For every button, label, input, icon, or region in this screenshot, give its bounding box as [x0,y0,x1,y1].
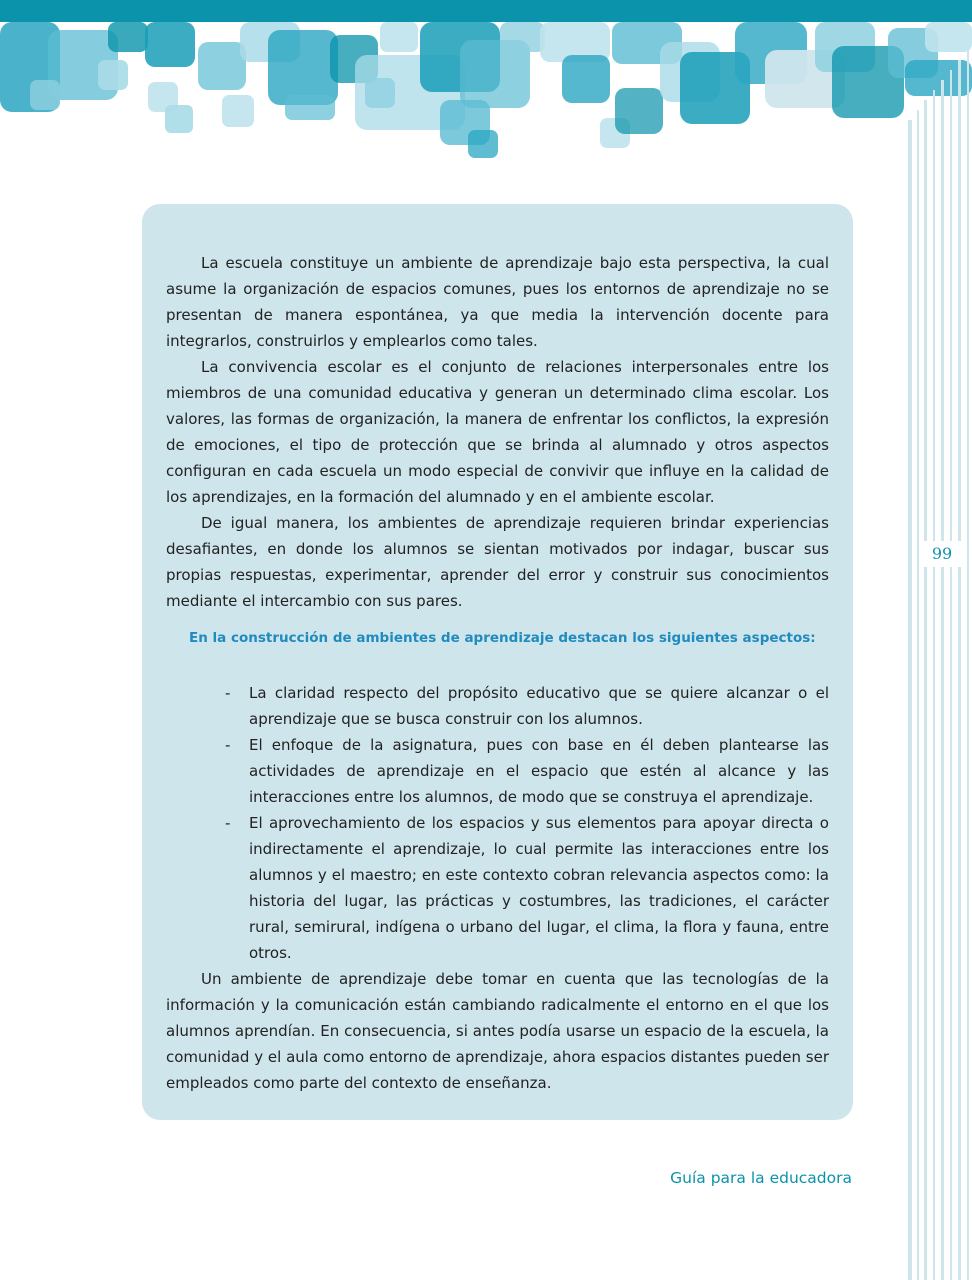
paragraph: Un ambiente de aprendizaje debe tomar en cuenta que las tecnologías de la información y la comunicación están cambiando radicalmente el entorno en el que los alumnos aprendían. En consecuencia, si antes podía usarse un espacio de la escuela, la comunidad y el aula como entorno de aprendizaje, ahora espacios distantes pueden ser empleados como parte del contexto de enseñanza. [166,970,829,1092]
paragraph: La convivencia escolar es el conjunto de relaciones interpersonales entre los miembros de una comunidad educativa y generan un determinado clima escolar. Los valores, las formas de organización, la manera de enfrentar los conflictos, la expresión de emociones, el tipo de protección que se brinda al alumnado y otros aspectos configuran en cada escuela un modo especial de convivir que influye en la calidad de los aprendizajes, en la formación del alumnado y en el ambiente escolar. [166,358,829,506]
body-text [166,250,829,1096]
bullet-dash: - [225,814,231,832]
aspect-list [166,680,829,966]
list-item-text: El enfoque de la asignatura, pues con base en él deben plantearse las actividades de aprendizaje en el espacio que estén al alcance y las interacciones entre los alumnos, de modo que se construya el aprendizaje. [249,736,829,806]
footer-title: Guía para la educadora [670,1169,852,1187]
header-decoration [0,0,972,170]
list-item [225,680,829,732]
bullet-dash: - [225,684,231,702]
decorative-squares [0,22,972,158]
list-item [225,810,829,966]
page-number: 99 [920,541,964,567]
paragraph: De igual manera, los ambientes de aprendizaje requieren brindar experiencias desafiantes, en donde los alumnos se sientan motivados por indagar, buscar sus propias respuestas, experimentar, aprender del error y construir sus conocimientos mediante el intercambio con sus pares. [166,514,829,610]
list-item [225,732,829,810]
bullet-dash: - [225,736,231,754]
vertical-lines-decoration [908,0,972,1280]
list-item-text: La claridad respecto del propósito educativo que se quiere alcanzar o el aprendizaje que se busca construir con los alumnos. [249,684,829,728]
subheading: En la construcción de ambientes de aprendizaje destacan los siguientes aspectos: [189,630,816,646]
paragraph: La escuela constituye un ambiente de aprendizaje bajo esta perspectiva, la cual asume la organización de espacios comunes, pues los entornos de aprendizaje no se presentan de manera espontánea, ya que media la intervención docente para integrarlos, construirlos y emplearlos como tales. [166,254,829,350]
list-item-text: El aprovechamiento de los espacios y sus elementos para apoyar directa o indirectamente el aprendizaje, lo cual permite las interacciones entre los alumnos y el maestro; en este contexto cobran relevancia aspectos como: la historia del lugar, las prácticas y costumbres, las tradiciones, el carácter rural, semirural, indígena o urbano del lugar, el clima, la flora y fauna, entre otros. [249,814,829,962]
